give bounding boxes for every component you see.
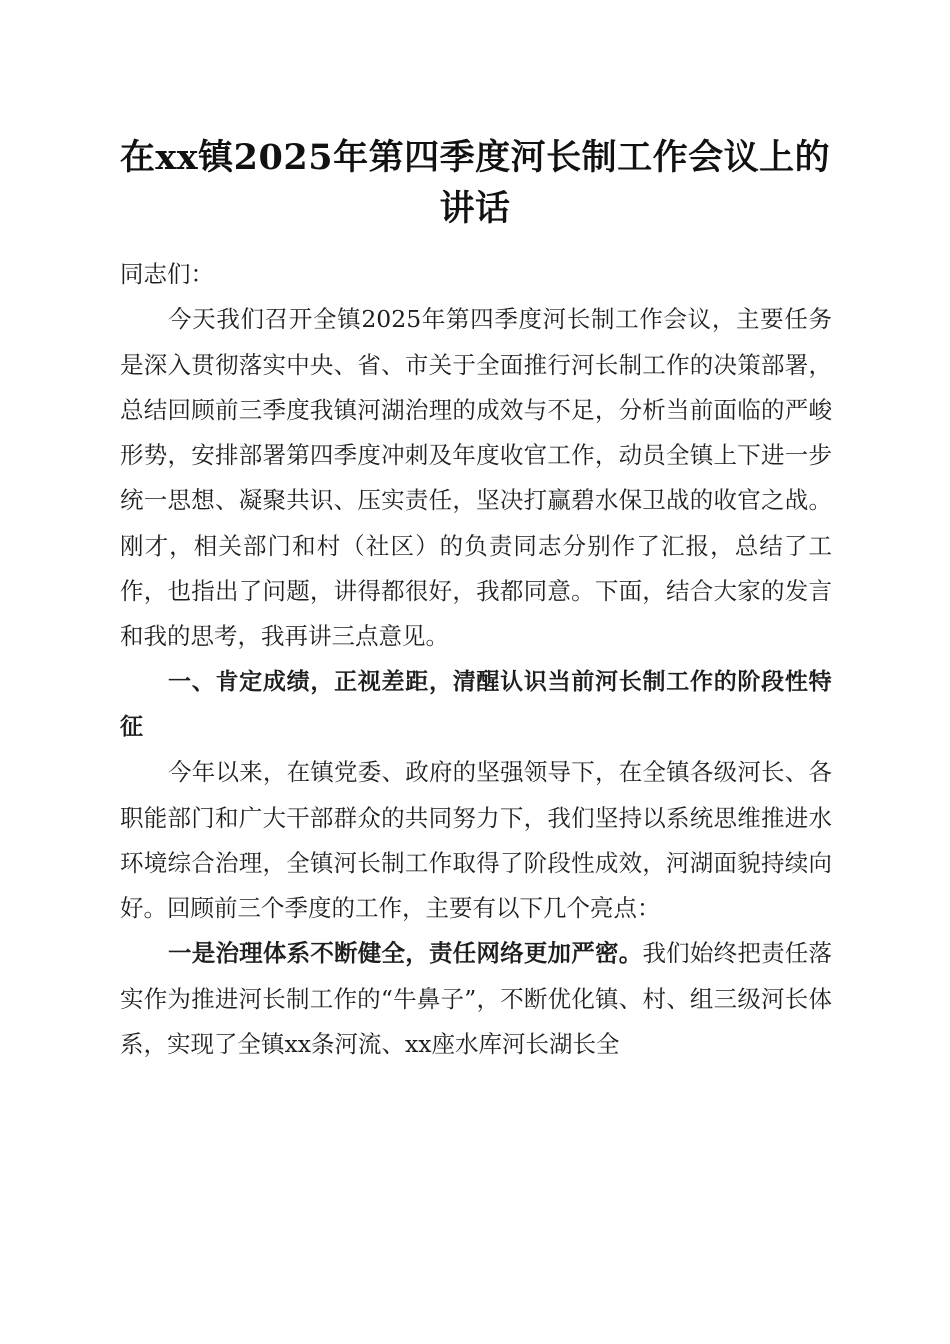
intro-paragraph: 今天我们召开全镇2025年第四季度河长制工作会议，主要任务是深入贯彻落实中央、省、市关于全面推行河长制工作的决策部署，总结回顾前三季度我镇河湖治理的成效与不足，分析当前面临的严峻形势，安排部署第四季度冲刺及年度收官工作，动员全镇上下进一步统一思想、凝聚共识、压实责任，坚决打赢碧水保卫战的收官之战。刚才，相关部门和村（社区）的负责同志分别作了汇报，总结了工作，也指出了问题，讲得都很好，我都同意。下面，结合大家的发言和我的思考，我再讲三点意见。 [120,305,832,651]
section-1-paragraph: 今年以来，在镇党委、政府的坚强领导下，在全镇各级河长、各职能部门和广大干部群众的共同努力下，我们坚持以系统思维推进水环境综合治理，全镇河长制工作取得了阶段性成效，河湖面貌持续向好。回顾前三个季度的工作，主要有以下几个亮点： [120,758,832,923]
section-heading-1: 一、肯定成绩，正视差距，清醒认识当前河长制工作的阶段性特征 [120,668,832,740]
point-1-paragraph [120,931,832,1067]
document-body [120,252,832,1067]
greeting: 同志们： [120,260,214,288]
document-title: 在xx镇2025年第四季度河长制工作会议上的讲话 [119,137,831,229]
point-1-text: 我们始终把责任落实作为推进河长制工作的“牛鼻子”，不断优化镇、村、组三级河长体系，实现了全镇xx条河流、xx座水库河长湖长全 [120,939,833,1059]
point-1-lead: 一是治理体系不断健全，责任网络更加严密。 [168,939,643,968]
